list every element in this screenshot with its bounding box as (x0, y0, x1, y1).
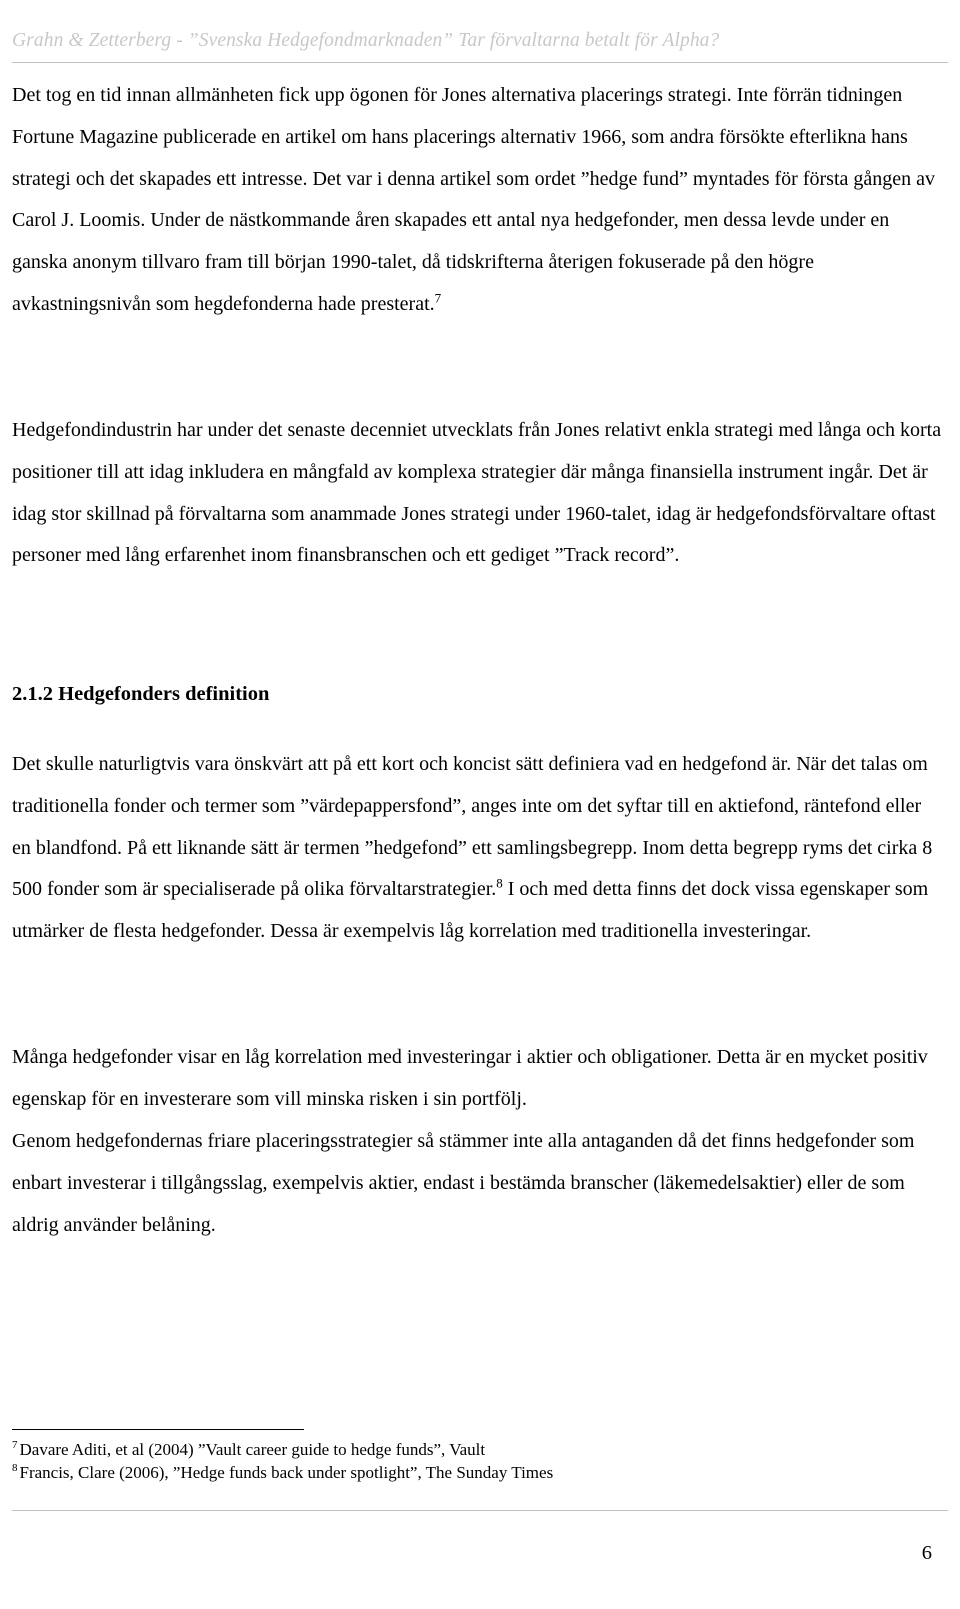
footnote-ref-8[interactable]: 8 (496, 875, 503, 891)
paragraph-history (12, 75, 942, 326)
footnote-divider (12, 1429, 304, 1430)
footnote-ref-7[interactable]: 7 (434, 290, 442, 306)
footnote-7-text: Davare Aditi, et al (2004) ”Vault career guide to hedge funds”, Vault (19, 1440, 486, 1459)
footer-divider (12, 1510, 948, 1511)
paragraph-definition-text-1: Det skulle naturligtvis vara önskvärt att på ett kort och koncist sätt definiera vad en hedgefond är. När det talas om traditionella fonder och termer som ”värdepappersfond”, anges inte om det syftar till en aktiefond, räntefond eller en blandfond. På ett liknande sätt är termen ”hedgefond” ett samlingsbegrepp. Inom detta begrepp ryms det cirka 8 500 fonder som är specialiserade på olika förvaltarstrategier. (12, 753, 933, 901)
paragraph-definition (12, 744, 942, 953)
paragraph-history-text: Det tog en tid innan allmänheten fick upp ögonen för Jones alternativa placerings strategi. Inte förrän tidningen Fortune Magazine publicerade en artikel om hans placerings alternativ 1966, som andra försökte efterlikna hans strategi och det skapades ett intresse. Det var i denna artikel som ordet ”hedge fund” myntades för första gången av Carol J. Loomis. Under de nästkommande åren skapades ett antal nya hedgefonder, men dessa levde under en ganska anonym tillvaro fram till början 1990-talet, då tidskrifterna återigen fokuserade på den högre avkastningsnivån som hegdefonderna hade presterat. (12, 84, 936, 315)
footnote-8 (12, 1461, 942, 1484)
footnote-7 (12, 1438, 942, 1461)
paragraph-industry: Hedgefondindustrin har under det senaste decenniet utvecklats från Jones relativt enkla strategi med långa och korta positioner till att idag inkludera en mångfald av komplexa strategier där många finansiella instrument ingår. Det är idag stor skillnad på förvaltarna som anammade Jones strategi under 1960-talet, idag är hedgefondsförvaltare oftast personer med lång erfarenhet inom finansbranschen och ett gediget ”Track record”. (12, 419, 942, 567)
header-divider (12, 62, 948, 63)
footnotes (12, 1438, 942, 1484)
footnote-8-number: 8 (12, 1462, 18, 1475)
running-header: Grahn & Zetterberg - ”Svenska Hedgefondmarknaden” Tar förvaltarna betalt för Alpha? (12, 30, 720, 51)
section-heading: 2.1.2 Hedgefonders definition (12, 683, 270, 705)
paragraph-correlation: Många hedgefonder visar en låg korrelation med investeringar i aktier och obligationer. Detta är en mycket positiv egenskap för en investerare som vill minska risken i sin portfölj. (12, 1046, 928, 1110)
paragraph-definition-text-2: I och med detta finns det dock vissa egenskaper som utmärker de flesta hedgefonder. Dessa är exempelvis låg korrelation med traditionella investeringar. (12, 878, 929, 943)
footnote-8-text: Francis, Clare (2006), ”Hedge funds back under spotlight”, The Sunday Times (19, 1463, 554, 1482)
footnote-7-number: 7 (12, 1439, 18, 1452)
page-number: 6 (921, 1542, 932, 1564)
paragraph-strategies: Genom hedgefondernas friare placeringsstrategier så stämmer inte alla antaganden då det finns hedgefonder som enbart investerar i tillgångsslag, exempelvis aktier, endast i bestämda branscher (läkemedelsaktier) eller de som aldrig använder belåning. (12, 1130, 915, 1236)
